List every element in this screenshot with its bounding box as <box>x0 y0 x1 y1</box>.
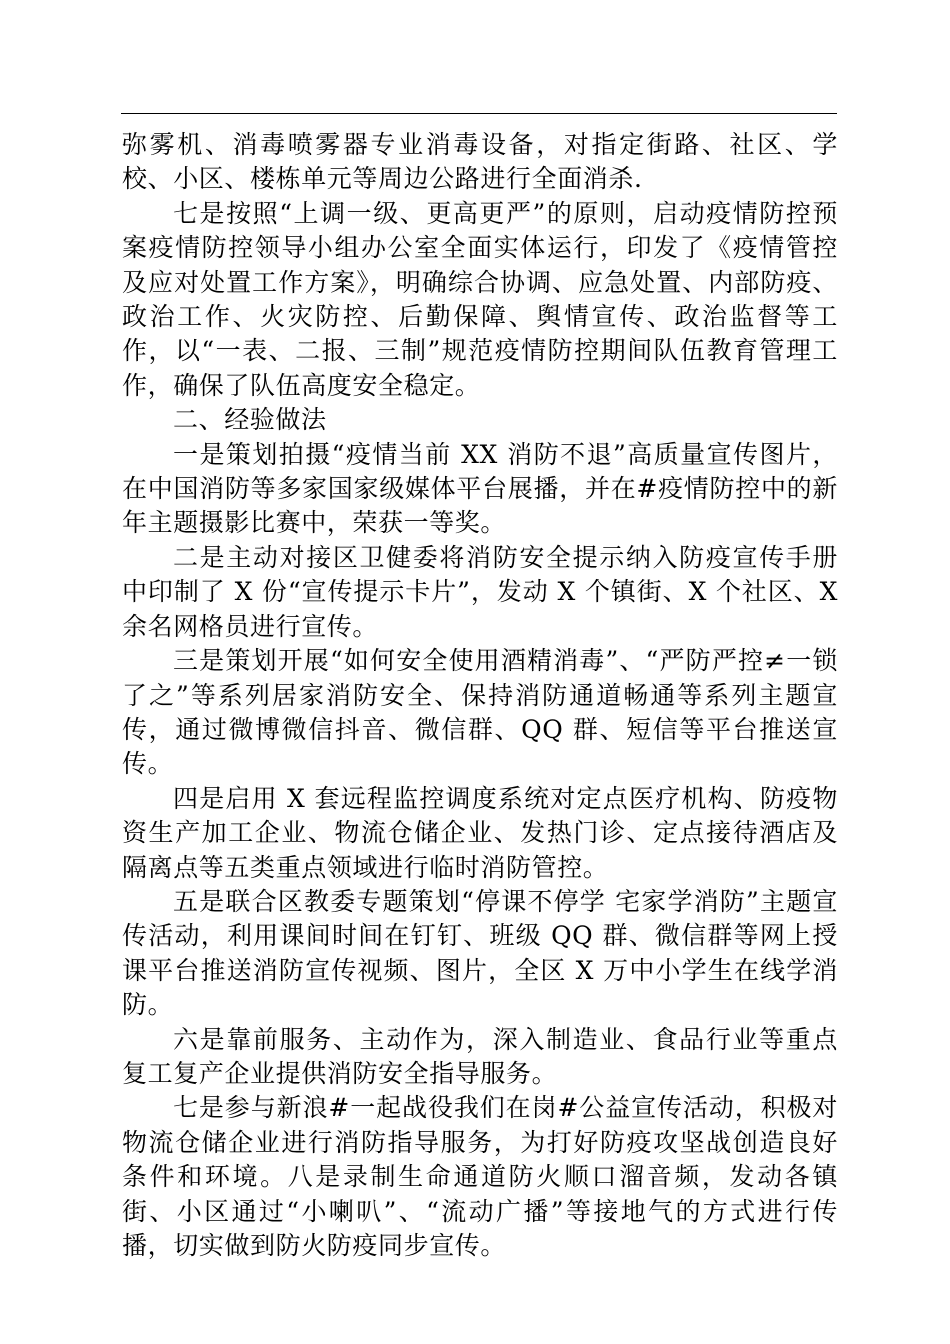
document-body <box>122 128 838 1263</box>
paragraph-7: 四是启用 X 套远程监控调度系统对定点医疗机构、防疫物资生产加工企业、物流仓储企业、发热门诊、定点接待酒店及隔离点等五类重点领域进行临时消防管控。 <box>122 783 838 882</box>
paragraph-6: 三是策划开展“如何安全使用酒精消毒”、“严防严控≠一锁了之”等系列居家消防安全、保持消防通道畅通等系列主题宣传，通过微博微信抖音、微信群、QQ 群、短信等平台推送宣传。 <box>122 646 838 779</box>
paragraph-1: 弥雾机、消毒喷雾器专业消毒设备，对指定街路、社区、学校、小区、楼栋单元等周边公路进行全面消杀. <box>122 130 838 194</box>
section-heading: 二、经验做法 <box>173 405 327 435</box>
paragraph-4: 一是策划拍摄“疫情当前 XX 消防不退”高质量宣传图片，在中国消防等多家国家级媒体平台展播，并在#疫情防控中的新年主题摄影比赛中，荣获一等奖。 <box>122 439 838 538</box>
header-rule <box>121 113 837 114</box>
paragraph-9: 六是靠前服务、主动作为，深入制造业、食品行业等重点复工复产企业提供消防安全指导服务。 <box>122 1024 838 1088</box>
paragraph-10: 七是参与新浪#一起战役我们在岗#公益宣传活动，积极对物流仓储企业进行消防指导服务，为打好防疫攻坚战创造良好条件和环境。八是录制生命通道防火顺口溜音频，发动各镇街、小区通过“小喇叭”、“流动广播”等接地气的方式进行传播，切实做到防火防疫同步宣传。 <box>122 1093 838 1260</box>
paragraph-5: 二是主动对接区卫健委将消防安全提示纳入防疫宣传手册中印制了 X 份“宣传提示卡片”，发动 X 个镇街、X 个社区、X 余名网格员进行宣传。 <box>122 542 838 641</box>
paragraph-2: 七是按照“上调一级、更高更严”的原则，启动疫情防控预案疫情防控领导小组办公室全面实体运行，印发了《疫情管控及应对处置工作方案》，明确综合协调、应急处置、内部防疫、政治工作、火灾防控、后勤保障、舆情宣传、政治监督等工作，以“一表、二报、三制”规范疫情防控期间队伍教育管理工作，确保了队伍高度安全稳定。 <box>122 198 838 400</box>
paragraph-8: 五是联合区教委专题策划“停课不停学 宅家学消防”主题宣传活动，利用课间时间在钉钉、班级 QQ 群、微信群等网上授课平台推送消防宣传视频、图片，全区 X 万中小学生在线学消防。 <box>122 886 838 1020</box>
